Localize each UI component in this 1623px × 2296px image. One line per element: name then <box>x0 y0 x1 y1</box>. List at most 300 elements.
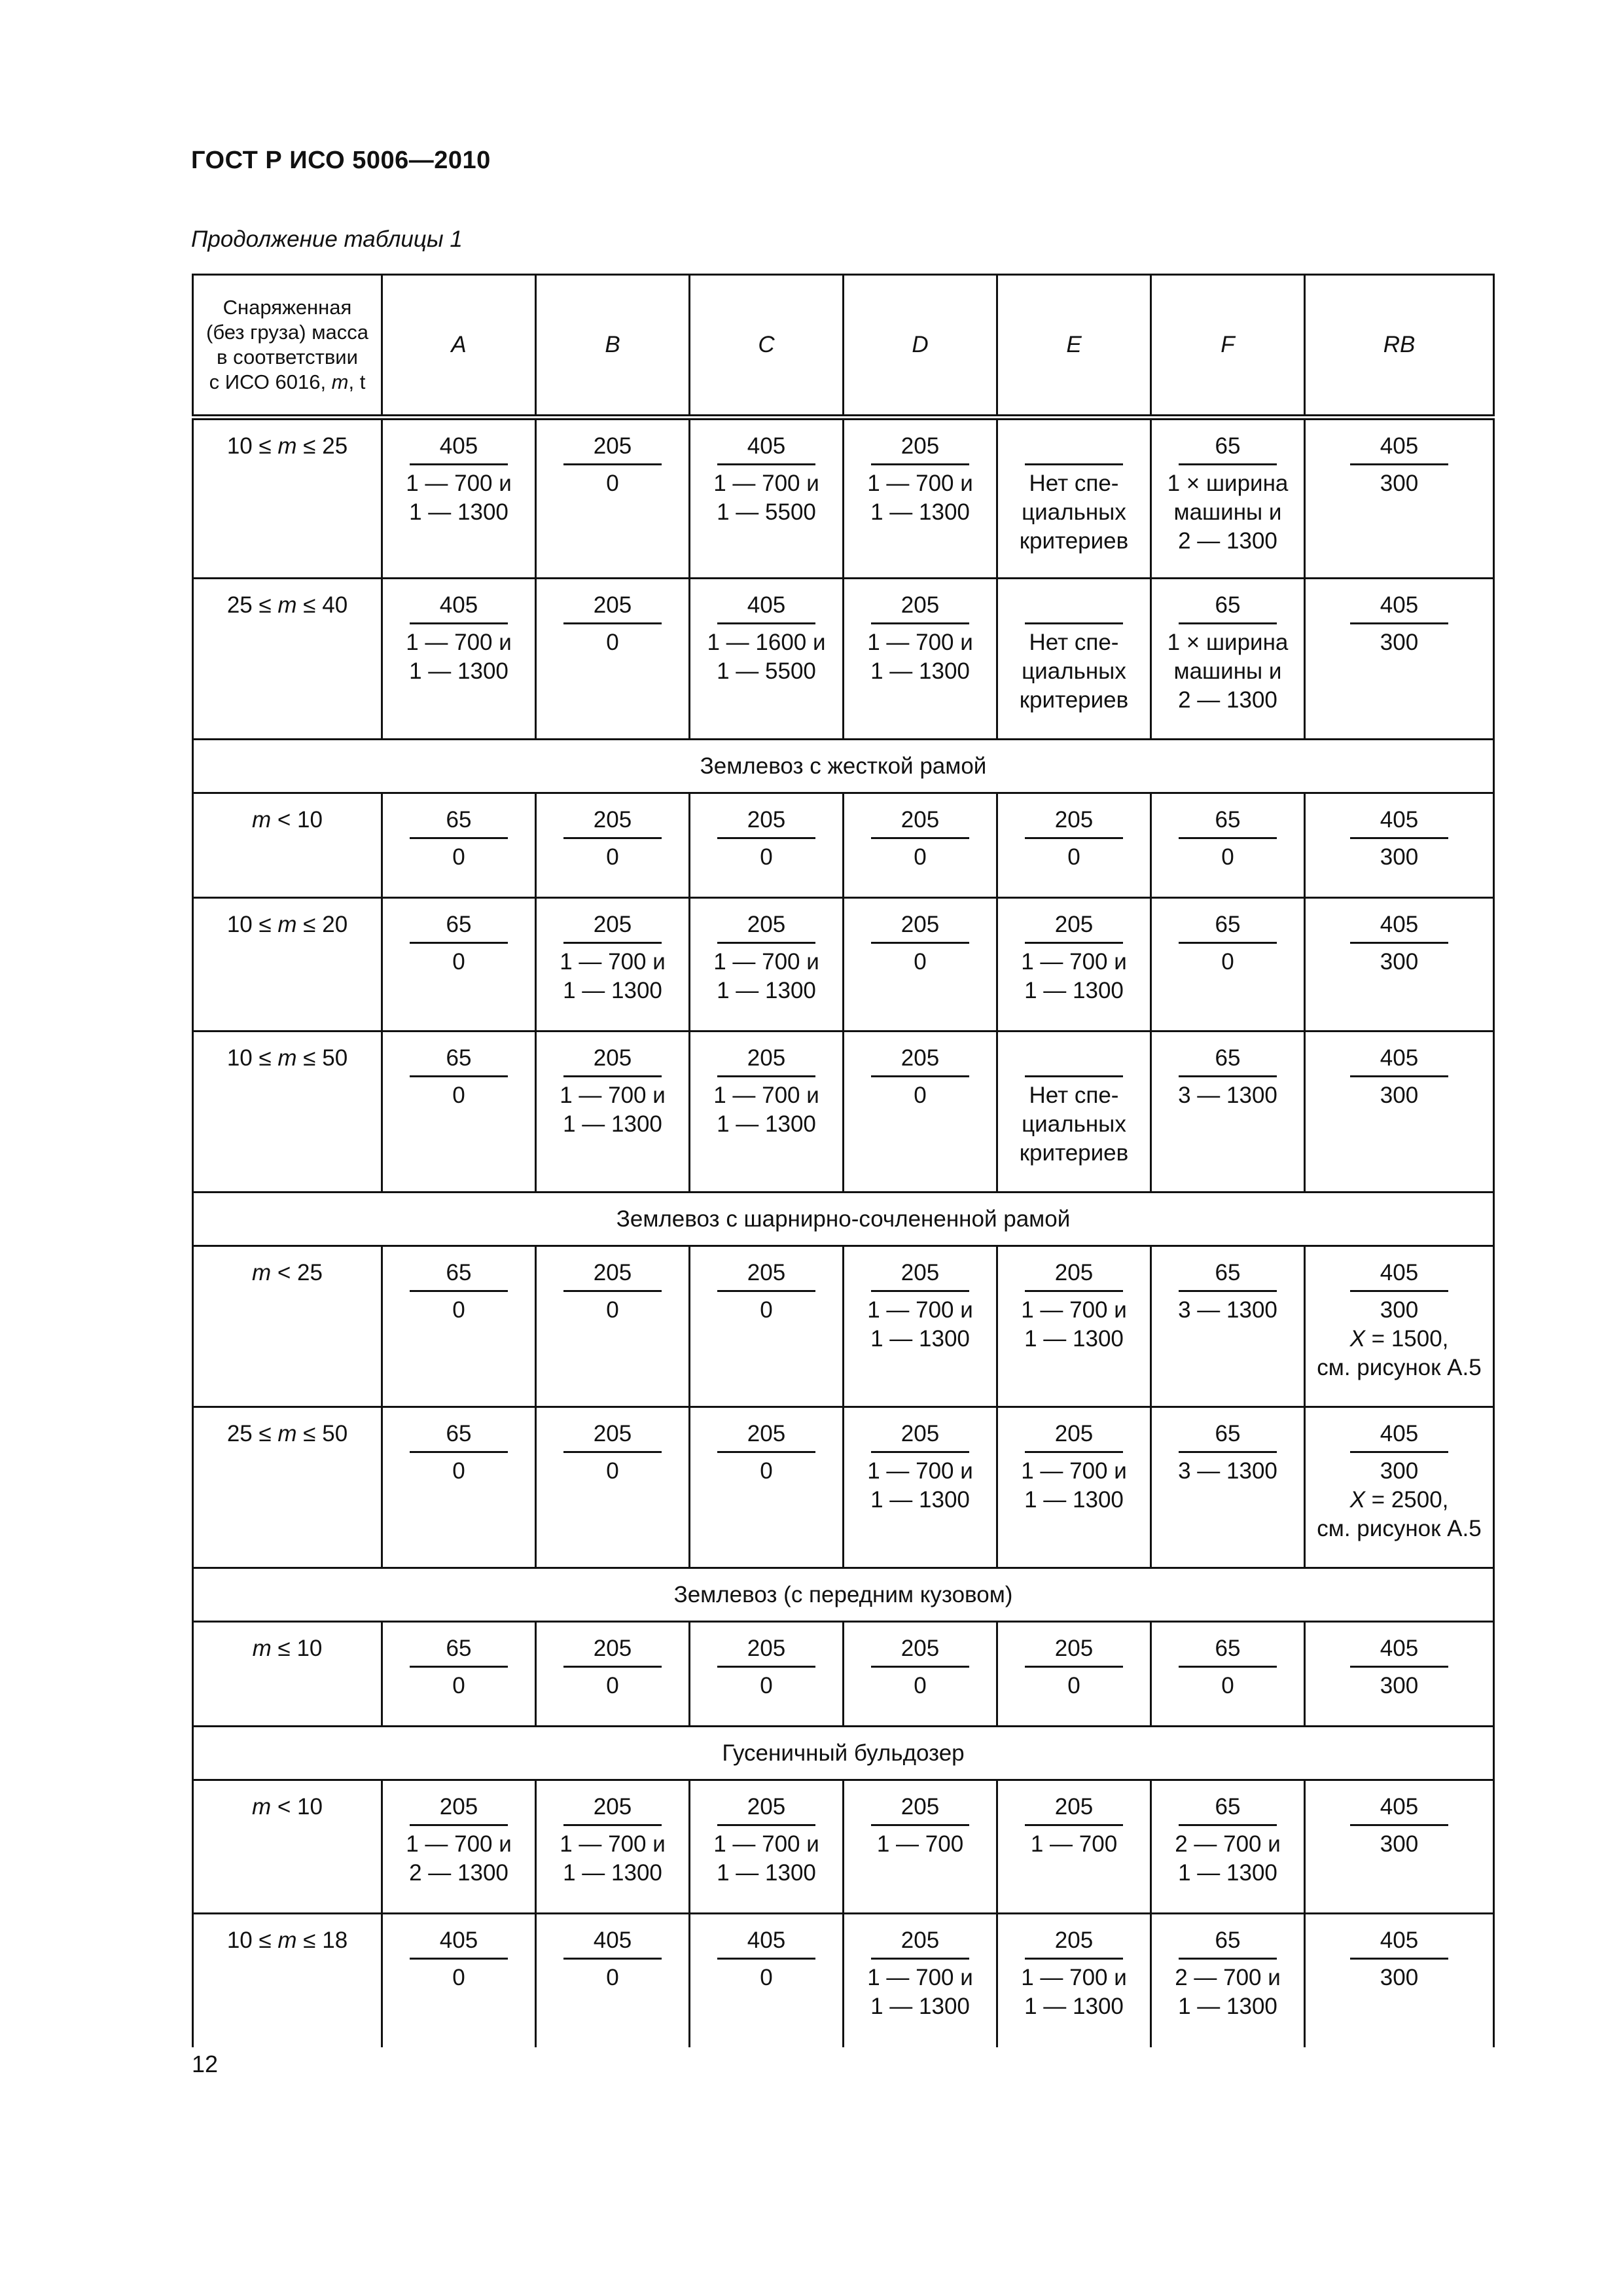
value-cell <box>997 1407 1151 1568</box>
fraction-denominator: 300 <box>1380 1458 1419 1484</box>
denominator-continuation: критериев <box>1019 1140 1129 1166</box>
value-cell <box>690 898 844 1031</box>
fraction-denominator: 0 <box>760 844 773 870</box>
denominator-continuation: 1 — 1300 <box>1024 1326 1124 1352</box>
fraction-numerator: 65 <box>1179 806 1277 839</box>
value-cell <box>690 1780 844 1914</box>
fraction-numerator: 405 <box>1350 591 1448 624</box>
fraction <box>717 1420 815 1486</box>
mass-header-line: в соответствии <box>217 346 358 368</box>
fraction <box>410 806 508 872</box>
fraction-numerator <box>1025 432 1123 465</box>
column-header-rb: RB <box>1305 275 1494 418</box>
fraction-numerator: 65 <box>1179 1926 1277 1960</box>
fraction-denominator: 1 — 700 и <box>867 1297 973 1323</box>
mass-cell: 25 ≤ m ≤ 50 <box>193 1407 382 1568</box>
table-row <box>193 1914 1494 2047</box>
fraction-numerator: 405 <box>563 1926 662 1960</box>
value-cell <box>1151 1031 1305 1193</box>
fraction-denominator: 1 — 700 и <box>1021 1297 1127 1323</box>
fraction <box>406 432 512 527</box>
fraction-numerator: 205 <box>1025 1259 1123 1292</box>
value-cell <box>1305 1914 1494 2047</box>
fraction-numerator: 65 <box>410 1634 508 1668</box>
fraction <box>1168 591 1289 715</box>
table-row <box>193 1622 1494 1727</box>
fraction-denominator: Нет спе- <box>1029 471 1119 496</box>
fraction-denominator: 300 <box>1380 1965 1419 1990</box>
denominator-continuation: 1 — 1300 <box>870 1487 970 1513</box>
fraction <box>563 1259 662 1325</box>
requirements-table <box>192 274 1495 2047</box>
denominator-continuation: 2 — 1300 <box>1178 528 1277 554</box>
value-cell <box>382 898 536 1031</box>
fraction <box>563 432 662 498</box>
fraction <box>410 1926 508 1992</box>
fraction-numerator: 405 <box>1350 910 1448 944</box>
fraction-denominator: 0 <box>1221 844 1234 870</box>
fraction-denominator: 0 <box>606 1673 619 1698</box>
fraction-numerator: 65 <box>1179 1793 1277 1826</box>
value-cell <box>1305 579 1494 740</box>
fraction <box>560 1044 666 1139</box>
fraction-numerator: 405 <box>1350 1044 1448 1077</box>
fraction-numerator: 205 <box>1025 910 1123 944</box>
fraction-numerator: 205 <box>1025 1634 1123 1668</box>
denominator-continuation: см. рисунок А.5 <box>1317 1516 1482 1541</box>
fraction-denominator: 3 — 1300 <box>1178 1458 1277 1484</box>
fraction-numerator: 405 <box>717 591 815 624</box>
fraction-numerator: 65 <box>1179 1420 1277 1453</box>
page-number: 12 <box>192 2051 219 2077</box>
table-row <box>193 1031 1494 1193</box>
denominator-continuation: 1 — 1300 <box>1024 1487 1124 1513</box>
fraction <box>867 1926 973 2021</box>
fraction-denominator: 1 — 700 и <box>867 471 973 496</box>
fraction <box>1178 1044 1277 1110</box>
value-cell <box>1305 1031 1494 1193</box>
fraction <box>563 1420 662 1486</box>
fraction <box>1350 1793 1448 1859</box>
fraction <box>1021 910 1127 1005</box>
value-cell <box>536 418 690 579</box>
denominator-continuation: критериев <box>1019 687 1129 713</box>
fraction-numerator <box>1025 591 1123 624</box>
fraction-denominator: 300 <box>1380 949 1419 975</box>
fraction-denominator: 1 — 700 и <box>713 949 819 975</box>
value-cell <box>844 1914 997 2047</box>
value-cell <box>536 1780 690 1914</box>
fraction <box>1025 806 1123 872</box>
value-cell <box>690 1407 844 1568</box>
value-cell <box>536 793 690 898</box>
value-cell <box>690 793 844 898</box>
value-cell <box>844 418 997 579</box>
value-cell <box>382 1622 536 1727</box>
fraction-denominator: 0 <box>1067 1673 1080 1698</box>
table-row <box>193 793 1494 898</box>
fraction <box>1179 806 1277 872</box>
fraction-denominator: 0 <box>760 1673 773 1698</box>
column-header-d: D <box>844 275 997 418</box>
fraction-numerator: 65 <box>1179 432 1277 465</box>
value-cell <box>382 1031 536 1193</box>
fraction <box>1020 432 1129 556</box>
value-cell <box>1151 418 1305 579</box>
fraction-denominator: 2 — 700 и <box>1175 1965 1281 1990</box>
table-row <box>193 1407 1494 1568</box>
fraction-denominator: 300 <box>1380 471 1419 496</box>
fraction <box>410 1259 508 1325</box>
value-cell <box>844 898 997 1031</box>
fraction-denominator: 0 <box>452 1965 465 1990</box>
denominator-continuation: 1 — 1300 <box>563 1860 662 1886</box>
fraction-denominator: 0 <box>760 1458 773 1484</box>
value-cell <box>997 898 1151 1031</box>
column-header-f: F <box>1151 275 1305 418</box>
value-cell <box>382 793 536 898</box>
fraction-numerator: 65 <box>410 1420 508 1453</box>
fraction-denominator: 0 <box>452 1083 465 1108</box>
section-title: Землевоз (с передним кузовом) <box>193 1568 1494 1622</box>
value-cell <box>536 898 690 1031</box>
fraction <box>717 1259 815 1325</box>
fraction <box>1178 1259 1277 1325</box>
value-cell <box>844 1407 997 1568</box>
fraction <box>410 910 508 977</box>
fraction-numerator: 205 <box>871 1634 969 1668</box>
fraction-numerator: 65 <box>410 1044 508 1077</box>
fraction-denominator: 1 — 700 и <box>1021 1458 1127 1484</box>
denominator-continuation: 1 — 1300 <box>1024 978 1124 1003</box>
section-row <box>193 1568 1494 1622</box>
value-cell <box>997 1246 1151 1407</box>
mass-cell: m ≤ 10 <box>193 1622 382 1727</box>
value-cell <box>536 579 690 740</box>
fraction <box>410 1420 508 1486</box>
denominator-continuation: 1 — 1300 <box>1178 1860 1277 1886</box>
denominator-continuation: 1 — 1300 <box>717 1111 816 1137</box>
fraction-denominator: 1 — 700 <box>1030 1831 1118 1857</box>
fraction <box>1350 591 1448 657</box>
fraction <box>1350 806 1448 872</box>
value-cell <box>536 1246 690 1407</box>
denominator-continuation: 1 — 1300 <box>409 499 508 525</box>
fraction-numerator: 205 <box>563 591 662 624</box>
fraction-denominator: 1 — 700 и <box>406 471 512 496</box>
fraction <box>560 910 666 1005</box>
denominator-continuation: 1 — 1300 <box>870 1326 970 1352</box>
mass-header-line: Снаряженная <box>223 296 352 319</box>
fraction-denominator: 0 <box>760 1297 773 1323</box>
fraction <box>871 1634 969 1700</box>
value-cell <box>690 418 844 579</box>
fraction-denominator: 1 — 700 и <box>867 1965 973 1990</box>
denominator-continuation: 1 — 1300 <box>409 658 508 684</box>
value-cell <box>844 1622 997 1727</box>
fraction-denominator: 0 <box>452 1673 465 1698</box>
value-cell <box>997 793 1151 898</box>
fraction <box>867 1420 973 1515</box>
denominator-continuation: см. рисунок А.5 <box>1317 1355 1482 1380</box>
fraction-denominator: 1 — 700 и <box>560 1083 666 1108</box>
fraction-numerator: 205 <box>563 1259 662 1292</box>
fraction-denominator: 1 — 700 и <box>560 1831 666 1857</box>
column-header-b: B <box>536 275 690 418</box>
section-title: Землевоз с жесткой рамой <box>193 740 1494 793</box>
fraction-numerator: 205 <box>871 432 969 465</box>
fraction <box>1178 1420 1277 1486</box>
fraction-numerator: 205 <box>871 910 969 944</box>
fraction-denominator: 2 — 700 и <box>1175 1831 1281 1857</box>
value-cell <box>997 1622 1151 1727</box>
fraction <box>871 1044 969 1110</box>
fraction-denominator: 0 <box>914 1673 927 1698</box>
fraction-denominator: 0 <box>606 1965 619 1990</box>
fraction-numerator <box>1025 1044 1123 1077</box>
fraction-denominator: 0 <box>452 844 465 870</box>
fraction-denominator: 0 <box>1067 844 1080 870</box>
fraction-denominator: 0 <box>452 1458 465 1484</box>
fraction-numerator: 405 <box>1350 432 1448 465</box>
fraction-numerator: 205 <box>563 1634 662 1668</box>
value-cell <box>690 579 844 740</box>
mass-cell: 10 ≤ m ≤ 18 <box>193 1914 382 2047</box>
fraction-numerator: 205 <box>717 910 815 944</box>
fraction-numerator: 405 <box>1350 806 1448 839</box>
fraction <box>410 1634 508 1700</box>
table-caption: Продолжение таблицы 1 <box>191 226 463 252</box>
column-header-mass <box>193 275 382 418</box>
fraction-numerator: 405 <box>1350 1259 1448 1292</box>
fraction-denominator: Нет спе- <box>1029 630 1119 655</box>
fraction-numerator: 405 <box>410 591 508 624</box>
fraction-numerator: 65 <box>410 806 508 839</box>
fraction-denominator: 0 <box>914 1083 927 1108</box>
table-row <box>193 579 1494 740</box>
fraction-numerator: 205 <box>871 591 969 624</box>
fraction-denominator: 1 — 1600 и <box>707 630 826 655</box>
denominator-continuation: 1 — 1300 <box>1178 1994 1277 2019</box>
fraction-numerator: 205 <box>563 1793 662 1826</box>
fraction-numerator: 205 <box>717 806 815 839</box>
value-cell <box>536 1622 690 1727</box>
fraction-numerator: 65 <box>1179 1634 1277 1668</box>
fraction-denominator: 1 × ширина <box>1167 471 1289 496</box>
fraction <box>713 1793 819 1888</box>
fraction <box>563 1634 662 1700</box>
value-cell <box>1151 1622 1305 1727</box>
value-cell <box>1151 1780 1305 1914</box>
section-row <box>193 740 1494 793</box>
value-cell <box>844 1246 997 1407</box>
fraction-denominator: 0 <box>606 1297 619 1323</box>
denominator-continuation: циальных <box>1022 658 1126 684</box>
denominator-continuation: 1 — 1300 <box>870 499 970 525</box>
fraction <box>1021 1926 1127 2021</box>
fraction-denominator: Нет спе- <box>1029 1083 1119 1108</box>
fraction-numerator: 205 <box>871 1420 969 1453</box>
fraction-numerator: 405 <box>1350 1420 1448 1453</box>
denominator-continuation: 1 — 1300 <box>1024 1994 1124 2019</box>
fraction-numerator: 205 <box>1025 1420 1123 1453</box>
fraction-denominator: 1 — 700 и <box>406 1831 512 1857</box>
fraction-numerator: 205 <box>871 1926 969 1960</box>
fraction <box>713 910 819 1005</box>
fraction <box>713 1044 819 1139</box>
fraction <box>1025 1634 1123 1700</box>
fraction-numerator: 205 <box>1025 806 1123 839</box>
fraction <box>1168 432 1289 556</box>
fraction-numerator: 405 <box>410 432 508 465</box>
value-cell <box>1305 1246 1494 1407</box>
fraction-numerator: 205 <box>1025 1926 1123 1960</box>
value-cell <box>690 1031 844 1193</box>
fraction-numerator: 205 <box>563 432 662 465</box>
fraction-numerator: 65 <box>1179 1044 1277 1077</box>
fraction-numerator: 205 <box>563 1044 662 1077</box>
table-row <box>193 1780 1494 1914</box>
fraction <box>871 1793 969 1859</box>
fraction <box>563 1926 662 1992</box>
column-header-a: A <box>382 275 536 418</box>
denominator-continuation: 1 — 1300 <box>563 1111 662 1137</box>
fraction <box>1350 1926 1448 1992</box>
fraction <box>1350 432 1448 498</box>
value-cell <box>536 1914 690 2047</box>
fraction-denominator: 0 <box>760 1965 773 1990</box>
fraction-denominator: 0 <box>606 844 619 870</box>
value-cell <box>1305 1780 1494 1914</box>
fraction <box>871 910 969 977</box>
fraction-denominator: 0 <box>452 1297 465 1323</box>
value-cell <box>1305 418 1494 579</box>
value-cell <box>1305 898 1494 1031</box>
value-cell <box>382 418 536 579</box>
table-header-row <box>193 275 1494 418</box>
value-cell <box>997 1031 1151 1193</box>
fraction <box>560 1793 666 1888</box>
denominator-continuation: критериев <box>1019 528 1129 554</box>
fraction-numerator: 205 <box>871 1259 969 1292</box>
fraction-numerator: 205 <box>717 1793 815 1826</box>
value-cell <box>690 1914 844 2047</box>
value-cell <box>382 1407 536 1568</box>
value-cell <box>1151 1914 1305 2047</box>
denominator-continuation: 1 — 5500 <box>717 499 816 525</box>
fraction <box>867 432 973 527</box>
fraction-denominator: 300 <box>1380 1297 1419 1323</box>
fraction <box>1317 1259 1481 1382</box>
denominator-continuation: X = 1500, <box>1349 1326 1449 1352</box>
fraction-denominator: 1 — 700 и <box>713 1831 819 1857</box>
fraction <box>1025 1793 1123 1859</box>
fraction-numerator: 65 <box>1179 591 1277 624</box>
fraction-numerator: 205 <box>871 1793 969 1826</box>
fraction-denominator: 0 <box>606 630 619 655</box>
fraction-denominator: 300 <box>1380 1831 1419 1857</box>
fraction-numerator: 405 <box>1350 1634 1448 1668</box>
fraction <box>406 591 512 686</box>
value-cell <box>536 1407 690 1568</box>
fraction-denominator: 300 <box>1380 630 1419 655</box>
fraction-denominator: 300 <box>1380 844 1419 870</box>
value-cell <box>1151 1407 1305 1568</box>
value-cell <box>844 1780 997 1914</box>
fraction <box>717 806 815 872</box>
fraction <box>717 1634 815 1700</box>
fraction <box>406 1793 512 1888</box>
fraction <box>410 1044 508 1110</box>
fraction-numerator: 205 <box>871 1044 969 1077</box>
value-cell <box>690 1246 844 1407</box>
value-cell <box>997 579 1151 740</box>
denominator-continuation: 1 — 1300 <box>870 658 970 684</box>
fraction <box>1350 1634 1448 1700</box>
table-row <box>193 418 1494 579</box>
fraction <box>1021 1420 1127 1515</box>
value-cell <box>382 1914 536 2047</box>
fraction <box>867 1259 973 1354</box>
value-cell <box>1305 1622 1494 1727</box>
fraction <box>1175 1926 1281 2021</box>
fraction <box>1175 1793 1281 1888</box>
fraction-numerator: 65 <box>1179 1259 1277 1292</box>
fraction-numerator: 405 <box>1350 1793 1448 1826</box>
fraction-numerator: 205 <box>563 806 662 839</box>
fraction-denominator: 1 — 700 и <box>867 630 973 655</box>
fraction <box>867 591 973 686</box>
fraction-denominator: 3 — 1300 <box>1178 1297 1277 1323</box>
mass-cell: m < 10 <box>193 1780 382 1914</box>
fraction-denominator: 0 <box>606 471 619 496</box>
value-cell <box>1305 1407 1494 1568</box>
denominator-continuation: 2 — 1300 <box>409 1860 508 1886</box>
denominator-continuation: машины и <box>1173 499 1282 525</box>
fraction-numerator: 205 <box>1025 1793 1123 1826</box>
value-cell <box>382 1246 536 1407</box>
mass-header-line: (без груза) масса <box>206 321 368 344</box>
fraction <box>1179 1634 1277 1700</box>
column-header-c: C <box>690 275 844 418</box>
fraction <box>563 806 662 872</box>
value-cell <box>536 1031 690 1193</box>
fraction-denominator: 0 <box>914 844 927 870</box>
value-cell <box>690 1622 844 1727</box>
fraction-numerator: 205 <box>717 1259 815 1292</box>
fraction-denominator: 0 <box>914 949 927 975</box>
fraction-denominator: 3 — 1300 <box>1178 1083 1277 1108</box>
fraction-denominator: 1 — 700 и <box>867 1458 973 1484</box>
fraction-numerator: 205 <box>717 1044 815 1077</box>
section-row <box>193 1727 1494 1780</box>
value-cell <box>1305 793 1494 898</box>
mass-cell: 25 ≤ m ≤ 40 <box>193 579 382 740</box>
denominator-continuation: 1 — 1300 <box>717 978 816 1003</box>
mass-cell: m < 10 <box>193 793 382 898</box>
fraction <box>1021 1259 1127 1354</box>
value-cell <box>382 1780 536 1914</box>
fraction-denominator: 1 — 700 и <box>713 1083 819 1108</box>
fraction-numerator: 205 <box>871 806 969 839</box>
fraction-denominator: 1 — 700 и <box>560 949 666 975</box>
fraction-numerator: 405 <box>410 1926 508 1960</box>
fraction-denominator: 1 × ширина <box>1167 630 1289 655</box>
fraction-numerator: 205 <box>563 910 662 944</box>
column-header-e: E <box>997 275 1151 418</box>
denominator-continuation: 2 — 1300 <box>1178 687 1277 713</box>
fraction <box>1350 910 1448 977</box>
